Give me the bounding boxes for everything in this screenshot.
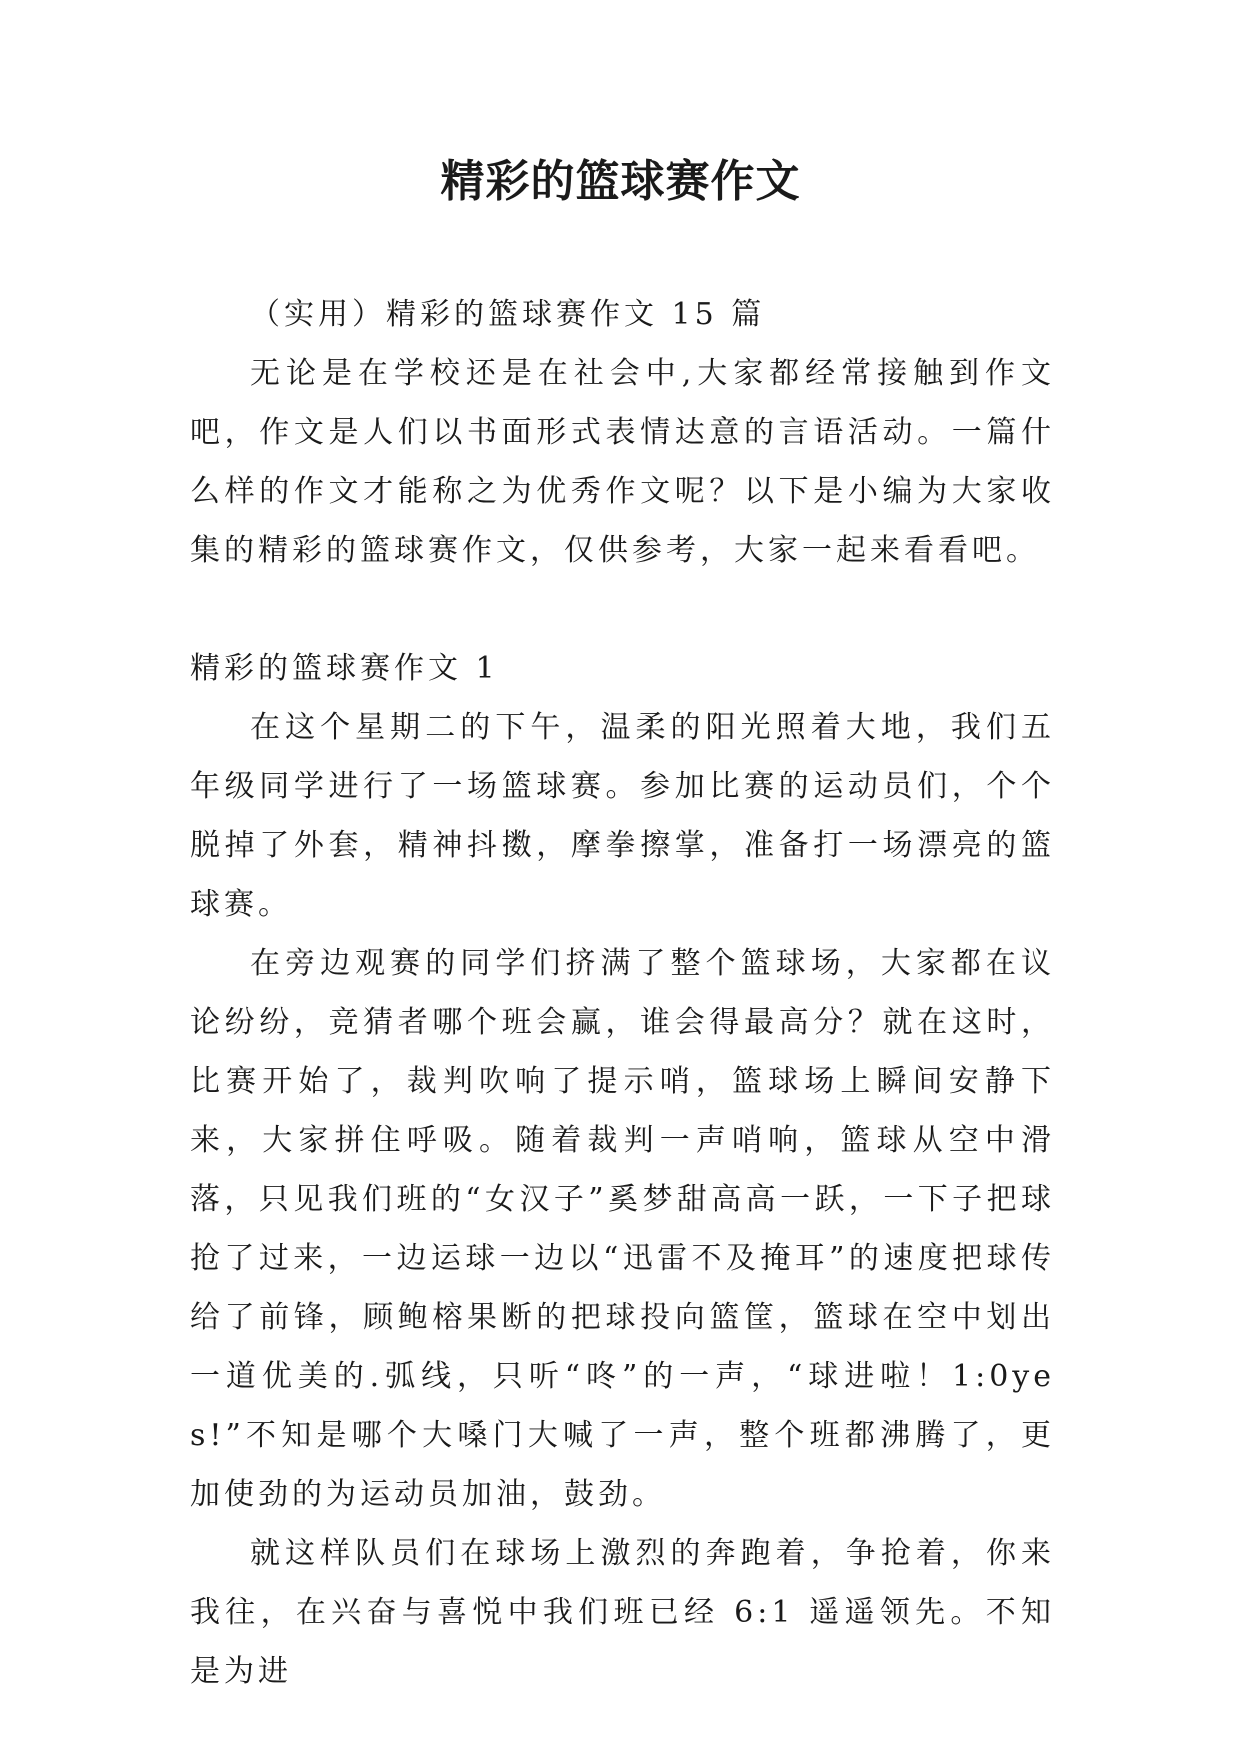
body-paragraph: 就这样队员们在球场上激烈的奔跑着，争抢着，你来我往，在兴奋与喜悦中我们班已经 6:1 遥遥领先。不知是为进 — [190, 1536, 1055, 1689]
body-paragraph: 在旁边观赛的同学们挤满了整个篮球场，大家都在议论纷纷，竞猜者哪个班会赢，谁会得最高分？就在这时，比赛开始了，裁判吹响了提示哨，篮球场上瞬间安静下来，大家拼住呼吸。随着裁判一声哨响，篮球从空中滑落，只见我们班的“女汉子”奚梦甜高高一跃，一下子把球抢了过来，一边运球一边以“迅雷不及掩耳”的速度把球传给了前锋，顾鲍榕果断的把球投向篮筐，篮球在空中划出一道优美的.弧线，只听“咚”的一声，“球进啦！1:0yes!”不知是哪个大嗓门大喊了一声，整个班都沸腾了，更加使劲的为运动员加油，鼓劲。 — [190, 946, 1055, 1512]
body-paragraph: 在这个星期二的下午，温柔的阳光照着大地，我们五年级同学进行了一场篮球赛。参加比赛的运动员们，个个脱掉了外套，精神抖擞，摩拳擦掌，准备打一场漂亮的篮球赛。 — [190, 710, 1055, 922]
intro-paragraph: 无论是在学校还是在社会中,大家都经常接触到作文吧，作文是人们以书面形式表情达意的言语活动。一篇什么样的作文才能称之为优秀作文呢？以下是小编为大家收集的精彩的篮球赛作文，仅供参考，大家一起来看看吧。 — [190, 356, 1055, 568]
document-title: 精彩的篮球赛作文 — [440, 156, 801, 207]
section-spacer — [190, 580, 1055, 639]
document-body — [190, 285, 1055, 1701]
section-heading: 精彩的篮球赛作文 1 — [190, 651, 499, 686]
document-subtitle: （实用）精彩的篮球赛作文 15 篇 — [250, 297, 766, 332]
